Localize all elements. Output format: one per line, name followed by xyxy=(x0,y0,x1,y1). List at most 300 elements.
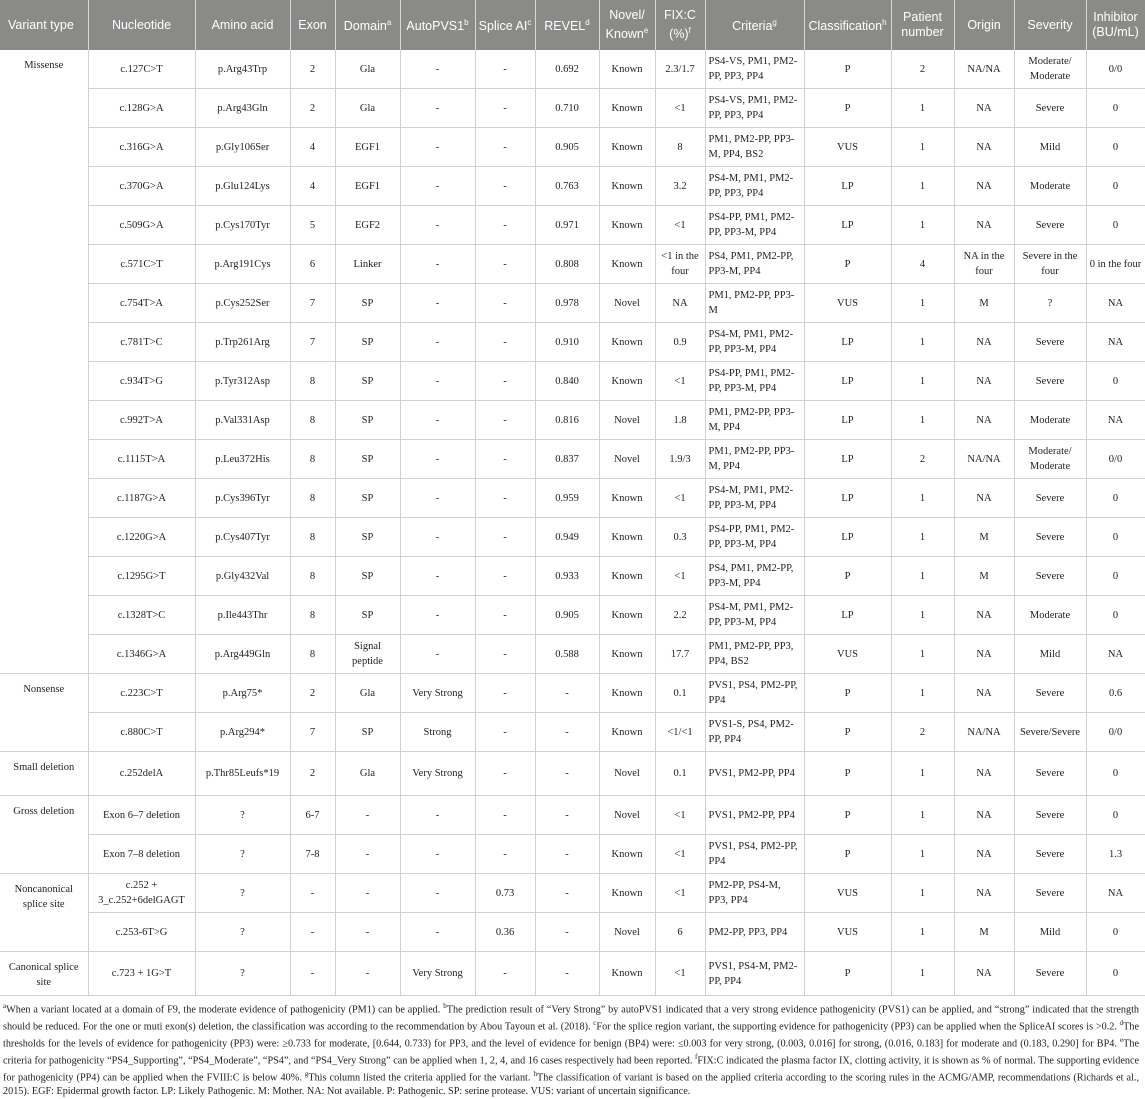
table-cell: P xyxy=(804,50,891,89)
table-cell: 8 xyxy=(290,401,335,440)
table-cell: c.992T>A xyxy=(88,401,195,440)
table-cell: NA xyxy=(954,206,1014,245)
table-cell: SP xyxy=(335,713,400,752)
column-header: FIX:C (%)$^f$ xyxy=(655,0,705,50)
table-cell: p.Leu372His xyxy=(195,440,290,479)
table-cell: 1.8 xyxy=(655,401,705,440)
table-cell: <1 xyxy=(655,796,705,835)
table-cell: 7 xyxy=(290,713,335,752)
table-cell: c.723 + 1G>T xyxy=(88,952,195,996)
variant-type-cell: Small deletion xyxy=(0,752,88,796)
table-cell: PS4-M, PM1, PM2-PP, PP3-M, PP4 xyxy=(705,596,804,635)
table-row xyxy=(0,596,1145,635)
table-cell: Severe xyxy=(1014,89,1086,128)
table-cell: SP xyxy=(335,440,400,479)
table-cell: 1 xyxy=(891,518,954,557)
table-cell: P xyxy=(804,89,891,128)
table-cell: NA xyxy=(954,128,1014,167)
table-cell: - xyxy=(475,284,535,323)
table-cell: c.754T>A xyxy=(88,284,195,323)
table-cell: M xyxy=(954,913,1014,952)
table-cell: Novel xyxy=(599,401,655,440)
column-header: AutoPVS1$^b$ xyxy=(400,0,475,50)
table-row xyxy=(0,557,1145,596)
table-cell: 0.763 xyxy=(535,167,599,206)
table-cell: <1 xyxy=(655,362,705,401)
table-cell: 8 xyxy=(290,479,335,518)
table-cell: - xyxy=(535,752,599,796)
table-cell: - xyxy=(400,796,475,835)
table-cell: 1 xyxy=(891,674,954,713)
table-cell: - xyxy=(335,796,400,835)
table-cell: 0 xyxy=(1086,557,1145,596)
table-cell: M xyxy=(954,557,1014,596)
table-cell: Severe xyxy=(1014,796,1086,835)
table-cell: p.Cys407Tyr xyxy=(195,518,290,557)
table-cell: LP xyxy=(804,206,891,245)
column-header: Splice $AI^c$ xyxy=(475,0,535,50)
table-cell: PS4-M, PM1, PM2-PP, PP3-M, PP4 xyxy=(705,479,804,518)
table-cell: <1 xyxy=(655,89,705,128)
footnote-text: The criteria for pathogenicity “PS4_Supporting”, “PS4_Moderate”, “PS4”, and “PS4_Very Strong” can be applied when 1, 2, 4, and 16 cases respectively had been reported. xyxy=(3,1038,1139,1067)
table-cell: 0.905 xyxy=(535,128,599,167)
table-cell: EGF2 xyxy=(335,206,400,245)
table-cell: ? xyxy=(195,835,290,874)
table-cell: SP xyxy=(335,284,400,323)
table-cell: LP xyxy=(804,323,891,362)
table-cell: 8 xyxy=(290,440,335,479)
table-cell: c.1328T>C xyxy=(88,596,195,635)
table-cell: - xyxy=(475,635,535,674)
table-cell: p.Arg294* xyxy=(195,713,290,752)
table-cell: 0.840 xyxy=(535,362,599,401)
table-cell: 1 xyxy=(891,401,954,440)
table-cell: 1 xyxy=(891,596,954,635)
table-cell: 0.710 xyxy=(535,89,599,128)
table-cell: 2 xyxy=(891,713,954,752)
table-cell: Linker xyxy=(335,245,400,284)
table-cell: PM1, PM2-PP, PP3-M, PP4 xyxy=(705,440,804,479)
table-cell: 6 xyxy=(655,913,705,952)
table-cell: - xyxy=(535,952,599,996)
table-cell: Very Strong xyxy=(400,674,475,713)
table-cell: P xyxy=(804,674,891,713)
table-cell: p.Thr85Leufs*19 xyxy=(195,752,290,796)
table-cell: PS4, PM1, PM2-PP, PP3-M, PP4 xyxy=(705,557,804,596)
table-cell: 0 xyxy=(1086,128,1145,167)
table-cell: Novel xyxy=(599,913,655,952)
table-cell: 0 xyxy=(1086,752,1145,796)
footnote-marker: g xyxy=(304,1069,309,1078)
table-cell: - xyxy=(400,557,475,596)
footnote-text: When a variant located at a domain of F9, the moderate evidence of pathogenicity (PM1) can be applied. xyxy=(6,1004,444,1016)
table-cell: - xyxy=(475,440,535,479)
footnote-text: The classification of variant is based on the applied criteria according to the scoring rules in the ACMG/AMP, recommendations (Richards et al., 2015). EGF: Epidermal growth factor. LP: Likely Pathogenic. M: Mother. NA: Not available. P: Pathogenic. SP: serine protease. VUS: variant of uncertain significance. xyxy=(3,1072,1140,1097)
table-cell: PS4, PM1, PM2-PP, PP3-M, PP4 xyxy=(705,245,804,284)
table-row xyxy=(0,245,1145,284)
table-cell: 0.3 xyxy=(655,518,705,557)
table-cell: NA xyxy=(1086,874,1145,913)
table-cell: PM1, PM2-PP, PP3, PP4, BS2 xyxy=(705,635,804,674)
table-cell: - xyxy=(400,401,475,440)
table-row xyxy=(0,796,1145,835)
table-cell: - xyxy=(535,913,599,952)
table-cell: Known xyxy=(599,835,655,874)
table-cell: - xyxy=(400,835,475,874)
table-cell: ? xyxy=(195,874,290,913)
table-cell: 2.2 xyxy=(655,596,705,635)
table-cell: PM1, PM2-PP, PP3-M xyxy=(705,284,804,323)
table-cell: p.Gly106Ser xyxy=(195,128,290,167)
column-header: Inhibitor (BU/mL) xyxy=(1086,0,1145,50)
footnote-text: The prediction result of “Very Strong” by autoPVS1 indicated that a very strong evidence pathogenicity (PVS1) can be applied, and “strong” indicated that the strength should be reduced. For the one or muti exon(s) deletion, the classification was according to the recommendation by Abou Tayoun et al. (2018). xyxy=(3,1004,1140,1033)
table-cell: <1 in the four xyxy=(655,245,705,284)
table-cell: NA xyxy=(954,674,1014,713)
table-row xyxy=(0,835,1145,874)
table-cell: 2 xyxy=(290,50,335,89)
table-cell: p.Arg43Trp xyxy=(195,50,290,89)
table-cell: NA xyxy=(1086,401,1145,440)
table-cell: 0.933 xyxy=(535,557,599,596)
table-cell: 0/0 xyxy=(1086,713,1145,752)
table-cell: 1 xyxy=(891,835,954,874)
footnote-text: The thresholds for the levels of evidence for pathogenicity (PP3) were: ≥0.733 for moderate, [0.644, 0.733) for PP3, and the level of evidence for benign (BP4) were: ≤0.003 for very strong, (0.003, 0.016] for strong, (0.016, 0.183] for moderate and (0.183, 0.290] for BP4. xyxy=(3,1021,1139,1050)
table-cell: VUS xyxy=(804,128,891,167)
table-cell: c.1295G>T xyxy=(88,557,195,596)
table-cell: - xyxy=(400,479,475,518)
table-cell: c.316G>A xyxy=(88,128,195,167)
table-cell: EGF1 xyxy=(335,167,400,206)
table-cell: 0.36 xyxy=(475,913,535,952)
column-header: Novel/ Known$^e$ xyxy=(599,0,655,50)
table-cell: Severe xyxy=(1014,835,1086,874)
table-cell: P xyxy=(804,713,891,752)
footnote-marker: h xyxy=(533,1069,538,1078)
table-cell: 0.692 xyxy=(535,50,599,89)
table-cell: PVS1, PS4-M, PM2-PP, PP4 xyxy=(705,952,804,996)
table-cell: Severe xyxy=(1014,518,1086,557)
table-cell: 1 xyxy=(891,952,954,996)
table-cell: 1.9/3 xyxy=(655,440,705,479)
table-cell: - xyxy=(400,440,475,479)
table-cell: - xyxy=(475,401,535,440)
table-cell: Known xyxy=(599,167,655,206)
table-cell: PS4-PP, PM1, PM2-PP, PP3-M, PP4 xyxy=(705,518,804,557)
table-cell: 2 xyxy=(891,50,954,89)
table-cell: Exon 7–8 deletion xyxy=(88,835,195,874)
footnote-marker: c xyxy=(593,1018,597,1027)
table-cell: 2 xyxy=(290,89,335,128)
table-cell: Known xyxy=(599,596,655,635)
table-row xyxy=(0,323,1145,362)
table-cell: - xyxy=(400,284,475,323)
table-cell: c.1220G>A xyxy=(88,518,195,557)
table-cell: PVS1, PS4, PM2-PP, PP4 xyxy=(705,674,804,713)
table-cell: NA xyxy=(954,167,1014,206)
table-cell: 0.808 xyxy=(535,245,599,284)
table-row xyxy=(0,362,1145,401)
table-cell: - xyxy=(535,674,599,713)
table-cell: c.223C>T xyxy=(88,674,195,713)
table-cell: Severe/Severe xyxy=(1014,713,1086,752)
column-header: Exon xyxy=(290,0,335,50)
table-cell: - xyxy=(335,874,400,913)
table-cell: SP xyxy=(335,323,400,362)
table-cell: c.252delA xyxy=(88,752,195,796)
table-cell: VUS xyxy=(804,284,891,323)
table-cell: NA xyxy=(655,284,705,323)
table-cell: c.1115T>A xyxy=(88,440,195,479)
table-row xyxy=(0,89,1145,128)
table-cell: p.Arg75* xyxy=(195,674,290,713)
table-cell: P xyxy=(804,245,891,284)
column-header: Nucleotide xyxy=(88,0,195,50)
table-cell: Very Strong xyxy=(400,752,475,796)
table-row xyxy=(0,635,1145,674)
table-cell: - xyxy=(400,50,475,89)
variant-type-cell: Missense xyxy=(0,50,88,674)
table-cell: 1 xyxy=(891,362,954,401)
table-cell: ? xyxy=(195,952,290,996)
column-header: Classification$^h$ xyxy=(804,0,891,50)
table-cell: 2 xyxy=(891,440,954,479)
table-cell: c.1187G>A xyxy=(88,479,195,518)
table-cell: P xyxy=(804,952,891,996)
table-cell: - xyxy=(400,206,475,245)
table-cell: 4 xyxy=(290,128,335,167)
table-cell: Known xyxy=(599,128,655,167)
table-cell: c.253-6T>G xyxy=(88,913,195,952)
table-cell: 1 xyxy=(891,752,954,796)
table-row xyxy=(0,913,1145,952)
table-cell: 1 xyxy=(891,89,954,128)
table-cell: 0.905 xyxy=(535,596,599,635)
column-header: Severity xyxy=(1014,0,1086,50)
table-cell: NA xyxy=(1086,635,1145,674)
table-cell: LP xyxy=(804,596,891,635)
table-cell: PS4-PP, PM1, PM2-PP, PP3-M, PP4 xyxy=(705,362,804,401)
table-cell: P xyxy=(804,835,891,874)
table-cell: 2 xyxy=(290,752,335,796)
table-cell: NA xyxy=(954,89,1014,128)
table-cell: Novel xyxy=(599,796,655,835)
table-cell: PM1, PM2-PP, PP3-M, PP4, BS2 xyxy=(705,128,804,167)
table-cell: VUS xyxy=(804,874,891,913)
table-cell: - xyxy=(400,323,475,362)
table-cell: 7 xyxy=(290,284,335,323)
table-cell: 0 xyxy=(1086,518,1145,557)
table-cell: PVS1, PM2-PP, PP4 xyxy=(705,752,804,796)
table-cell: Mild xyxy=(1014,913,1086,952)
table-cell: NA xyxy=(954,874,1014,913)
table-cell: NA/NA xyxy=(954,440,1014,479)
table-cell: NA in the four xyxy=(954,245,1014,284)
table-cell: 0.949 xyxy=(535,518,599,557)
table-cell: EGF1 xyxy=(335,128,400,167)
table-cell: NA xyxy=(954,596,1014,635)
table-row xyxy=(0,206,1145,245)
table-cell: NA xyxy=(954,479,1014,518)
table-cell: 8 xyxy=(290,635,335,674)
table-cell: 0.959 xyxy=(535,479,599,518)
table-cell: - xyxy=(475,674,535,713)
table-cell: NA/NA xyxy=(954,713,1014,752)
table-cell: - xyxy=(475,245,535,284)
table-cell: SP xyxy=(335,596,400,635)
table-cell: PVS1, PM2-PP, PP4 xyxy=(705,796,804,835)
table-cell: - xyxy=(475,167,535,206)
table-row xyxy=(0,128,1145,167)
table-cell: ? xyxy=(1014,284,1086,323)
table-cell: NA xyxy=(1086,284,1145,323)
table-row xyxy=(0,440,1145,479)
table-cell: LP xyxy=(804,479,891,518)
table-cell: 6-7 xyxy=(290,796,335,835)
table-cell: SP xyxy=(335,518,400,557)
column-header: REVEL$^d$ xyxy=(535,0,599,50)
table-cell: - xyxy=(475,557,535,596)
table-cell: Severe xyxy=(1014,479,1086,518)
table-cell: 1 xyxy=(891,128,954,167)
table-cell: 8 xyxy=(290,518,335,557)
table-cell: p.Arg43Gln xyxy=(195,89,290,128)
table-cell: Moderate xyxy=(1014,401,1086,440)
table-cell: Known xyxy=(599,245,655,284)
table-cell: 0 xyxy=(1086,952,1145,996)
table-cell: <1 xyxy=(655,206,705,245)
table-cell: Known xyxy=(599,206,655,245)
table-cell: Known xyxy=(599,50,655,89)
table-cell: - xyxy=(475,796,535,835)
table-cell: - xyxy=(475,89,535,128)
table-cell: 0 xyxy=(1086,796,1145,835)
table-cell: Known xyxy=(599,89,655,128)
table-cell: - xyxy=(475,518,535,557)
table-cell: Severe xyxy=(1014,362,1086,401)
table-cell: 0.978 xyxy=(535,284,599,323)
table-cell: P xyxy=(804,557,891,596)
table-cell: 0/0 xyxy=(1086,440,1145,479)
table-cell: LP xyxy=(804,440,891,479)
table-cell: PS4-M, PM1, PM2-PP, PP3, PP4 xyxy=(705,167,804,206)
table-cell: 5 xyxy=(290,206,335,245)
table-cell: - xyxy=(400,128,475,167)
table-cell: Very Strong xyxy=(400,952,475,996)
table-cell: 1 xyxy=(891,913,954,952)
table-cell: PS4-VS, PM1, PM2-PP, PP3, PP4 xyxy=(705,50,804,89)
table-cell: 7-8 xyxy=(290,835,335,874)
table-cell: p.Cys252Ser xyxy=(195,284,290,323)
table-cell: Severe xyxy=(1014,206,1086,245)
table-cell: <1/<1 xyxy=(655,713,705,752)
table-cell: M xyxy=(954,284,1014,323)
table-cell: Known xyxy=(599,557,655,596)
table-cell: - xyxy=(475,50,535,89)
table-cell: NA xyxy=(954,362,1014,401)
table-row xyxy=(0,952,1145,996)
table-cell: 17.7 xyxy=(655,635,705,674)
table-row xyxy=(0,752,1145,796)
table-cell: SP xyxy=(335,362,400,401)
table-cell: 0.1 xyxy=(655,752,705,796)
table-cell: 1 xyxy=(891,874,954,913)
table-cell: - xyxy=(290,874,335,913)
table-row xyxy=(0,401,1145,440)
variant-type-cell: Gross deletion xyxy=(0,796,88,874)
table-cell: 0/0 xyxy=(1086,50,1145,89)
table-cell: p.Cys170Tyr xyxy=(195,206,290,245)
table-cell: LP xyxy=(804,362,891,401)
table-cell: Gla xyxy=(335,89,400,128)
table-cell: - xyxy=(475,952,535,996)
table-cell: 1 xyxy=(891,284,954,323)
table-cell: - xyxy=(535,835,599,874)
table-cell: Moderate xyxy=(1014,596,1086,635)
table-cell: NA/NA xyxy=(954,50,1014,89)
table-cell: 0 xyxy=(1086,362,1145,401)
table-cell: 0.73 xyxy=(475,874,535,913)
variant-type-cell: Noncanonical splice site xyxy=(0,874,88,952)
table-cell: 1.3 xyxy=(1086,835,1145,874)
table-cell: 1 xyxy=(891,557,954,596)
table-row xyxy=(0,479,1145,518)
table-cell: NA xyxy=(954,752,1014,796)
table-cell: NA xyxy=(954,401,1014,440)
table-cell: 4 xyxy=(290,167,335,206)
table-cell: 0 xyxy=(1086,206,1145,245)
table-cell: 1 xyxy=(891,167,954,206)
table-cell: - xyxy=(475,752,535,796)
table-cell: Gla xyxy=(335,674,400,713)
footnote-marker: e xyxy=(1120,1035,1124,1044)
column-header: Domain$^a$ xyxy=(335,0,400,50)
table-cell: 6 xyxy=(290,245,335,284)
table-cell: c.934T>G xyxy=(88,362,195,401)
table-cell: PS4-M, PM1, PM2-PP, PP3-M, PP4 xyxy=(705,323,804,362)
table-cell: c.127C>T xyxy=(88,50,195,89)
table-cell: Mild xyxy=(1014,635,1086,674)
table-cell: c.128G>A xyxy=(88,89,195,128)
table-cell: Severe in the four xyxy=(1014,245,1086,284)
table-cell: - xyxy=(335,952,400,996)
table-cell: - xyxy=(400,874,475,913)
table-cell: 0.6 xyxy=(1086,674,1145,713)
variant-type-cell: Nonsense xyxy=(0,674,88,752)
table-cell: p.Arg449Gln xyxy=(195,635,290,674)
footnote-marker: b xyxy=(443,1002,447,1010)
table-cell: c.571C>T xyxy=(88,245,195,284)
variant-type-cell: Canonical splice site xyxy=(0,952,88,996)
table-cell: c.509G>A xyxy=(88,206,195,245)
table-cell: - xyxy=(475,835,535,874)
table-cell: Moderate/ Moderate xyxy=(1014,440,1086,479)
footnotes xyxy=(0,996,1145,1099)
table-row xyxy=(0,713,1145,752)
table-cell: - xyxy=(290,952,335,996)
table-cell: Severe xyxy=(1014,323,1086,362)
table-cell: <1 xyxy=(655,952,705,996)
table-cell: p.Cys396Tyr xyxy=(195,479,290,518)
table-cell: p.Val331Asp xyxy=(195,401,290,440)
table-cell: <1 xyxy=(655,557,705,596)
column-header: Patient number xyxy=(891,0,954,50)
table-cell: - xyxy=(400,245,475,284)
table-cell: - xyxy=(290,913,335,952)
table-cell: Gla xyxy=(335,50,400,89)
table-cell: NA xyxy=(954,835,1014,874)
table-cell: - xyxy=(400,89,475,128)
table-cell: - xyxy=(400,913,475,952)
